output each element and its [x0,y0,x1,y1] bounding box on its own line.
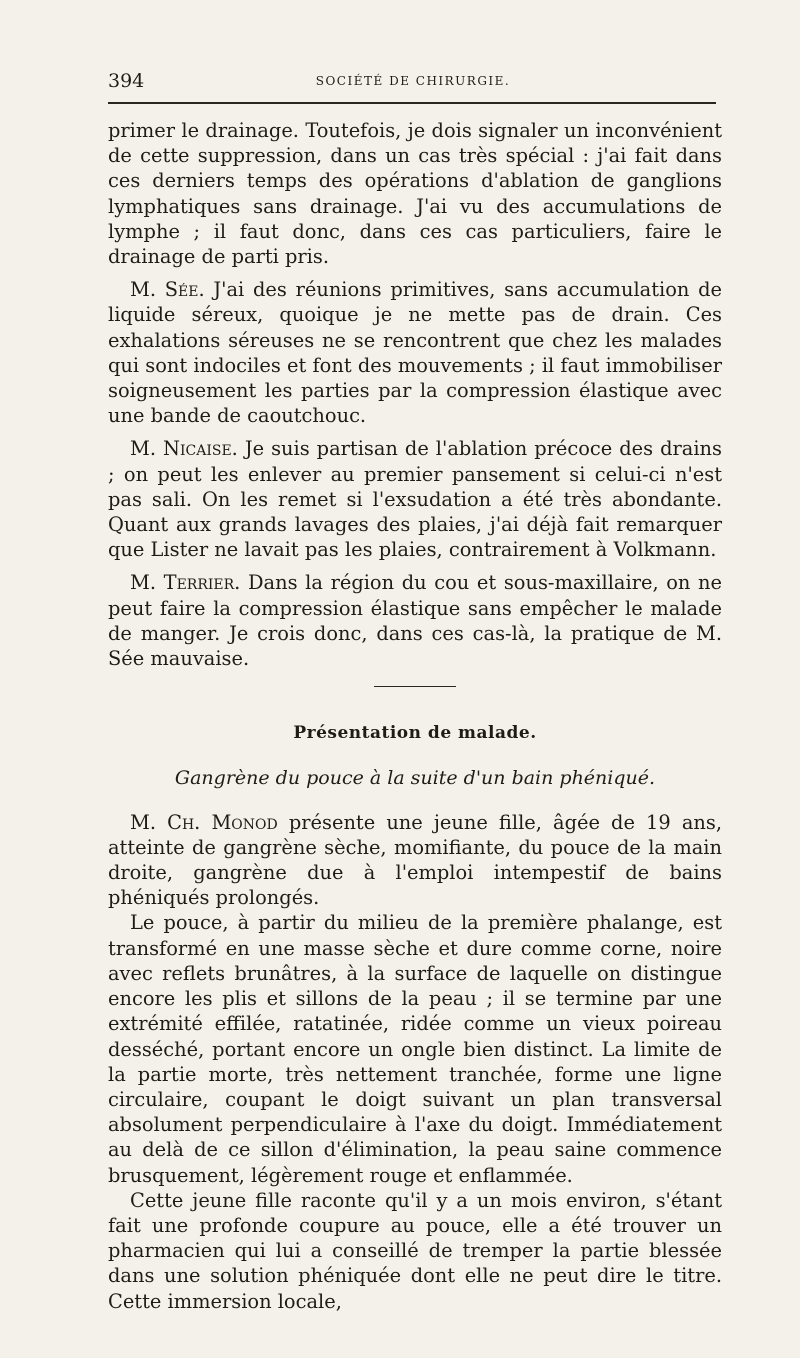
page-number: 394 [108,70,145,92]
paragraph-monod [108,810,722,911]
paragraph-terrier-text: Dans la région du cou et sous-maxillaire, on ne peut faire la compression élastique sans empêcher le malade de manger. Je crois donc, dans ces cas-là, la pratique de M. Sée mauvaise. [108,571,723,671]
speaker-monod: M. Ch. Monod [130,810,278,834]
speaker-see: M. Sée. [130,278,205,302]
paragraph-history: Cette jeune fille raconte qu'il y a un mois environ, s'étant fait une profonde coupure au pouce, elle a été trouver un pharmacien qui lui a conseillé de tremper la partie blessée dans une solution phéniquée dont elle ne peut dire le titre. Cette immersion locale, [108,1188,722,1313]
paragraph-see [108,277,722,428]
header-rule [108,102,716,104]
section-heading: Présentation de malade. [293,723,537,744]
paragraph-see-text: J'ai des réunions primitives, sans accumulation de liquide séreux, quoique je ne mette pas de drain. Ces exhalations séreuses ne se rencontrent que chez les malades qui sont indociles et font des mouvements ; il faut immobiliser soigneusement les parties par la compression élastique avec une bande de caoutchouc. [108,278,722,428]
paragraph-nicaise [108,436,722,562]
running-title: SOCIÉTÉ DE CHIRURGIE. [315,74,511,88]
section-divider [374,686,456,687]
paragraph-thumb-description: Le pouce, à partir du milieu de la première phalange, est transformé en une masse sèche et dure comme corne, noire avec reflets brunâtres, à la surface de laquelle on distingue encore les plis et sillons de la peau ; il se termine par une extrémité effilée, ratatinée, ridée comme un vieux poireau desséché, portant encore un ongle bien distinct. La limite de la partie morte, très nettement tranchée, forme une ligne circulaire, coupant le doigt suivant un plan transversal absolument perpendiculaire à l'axe du doigt. Immédiatement au delà de ce sillon d'élimination, la peau saine commence brusquement, légèrement rouge et enflammée. [108,911,722,1187]
paragraph-nicaise-text: Je suis partisan de l'ablation précoce des drains ; on peut les enlever au premier pansement si celui-ci n'est pas sali. On les remet si l'exsudation a été très abondante. Quant aux grands lavages des plaies, j'ai déjà fait remarquer que Lister ne lavait pas les plaies, contrairement à Volkmann. [108,437,722,562]
paragraph-terrier [108,570,722,671]
page-header [108,70,718,94]
speaker-nicaise: M. Nicaise. [130,437,238,461]
speaker-terrier: M. Terrier. [130,571,241,595]
body-text [108,118,722,1314]
paragraph-drainage: primer le drainage. Toutefois, je dois signaler un inconvénient de cette suppression, dans un cas très spécial : j'ai fait dans ces derniers temps des opérations d'ablation de ganglions lymphatiques sans drainage. J'ai vu des accumulations de lymphe ; il faut donc, dans ces cas particuliers, faire le drainage de parti pris. [108,119,722,269]
paragraph-monod-text: présente une jeune fille, âgée de 19 ans, atteinte de gangrène sèche, momifiante, du pouce de la main droite, gangrène due à l'emploi intempestif de bains phéniqués prolongés. [108,810,723,910]
section-subheading: Gangrène du pouce à la suite d'un bain phéniqué. [174,767,656,790]
